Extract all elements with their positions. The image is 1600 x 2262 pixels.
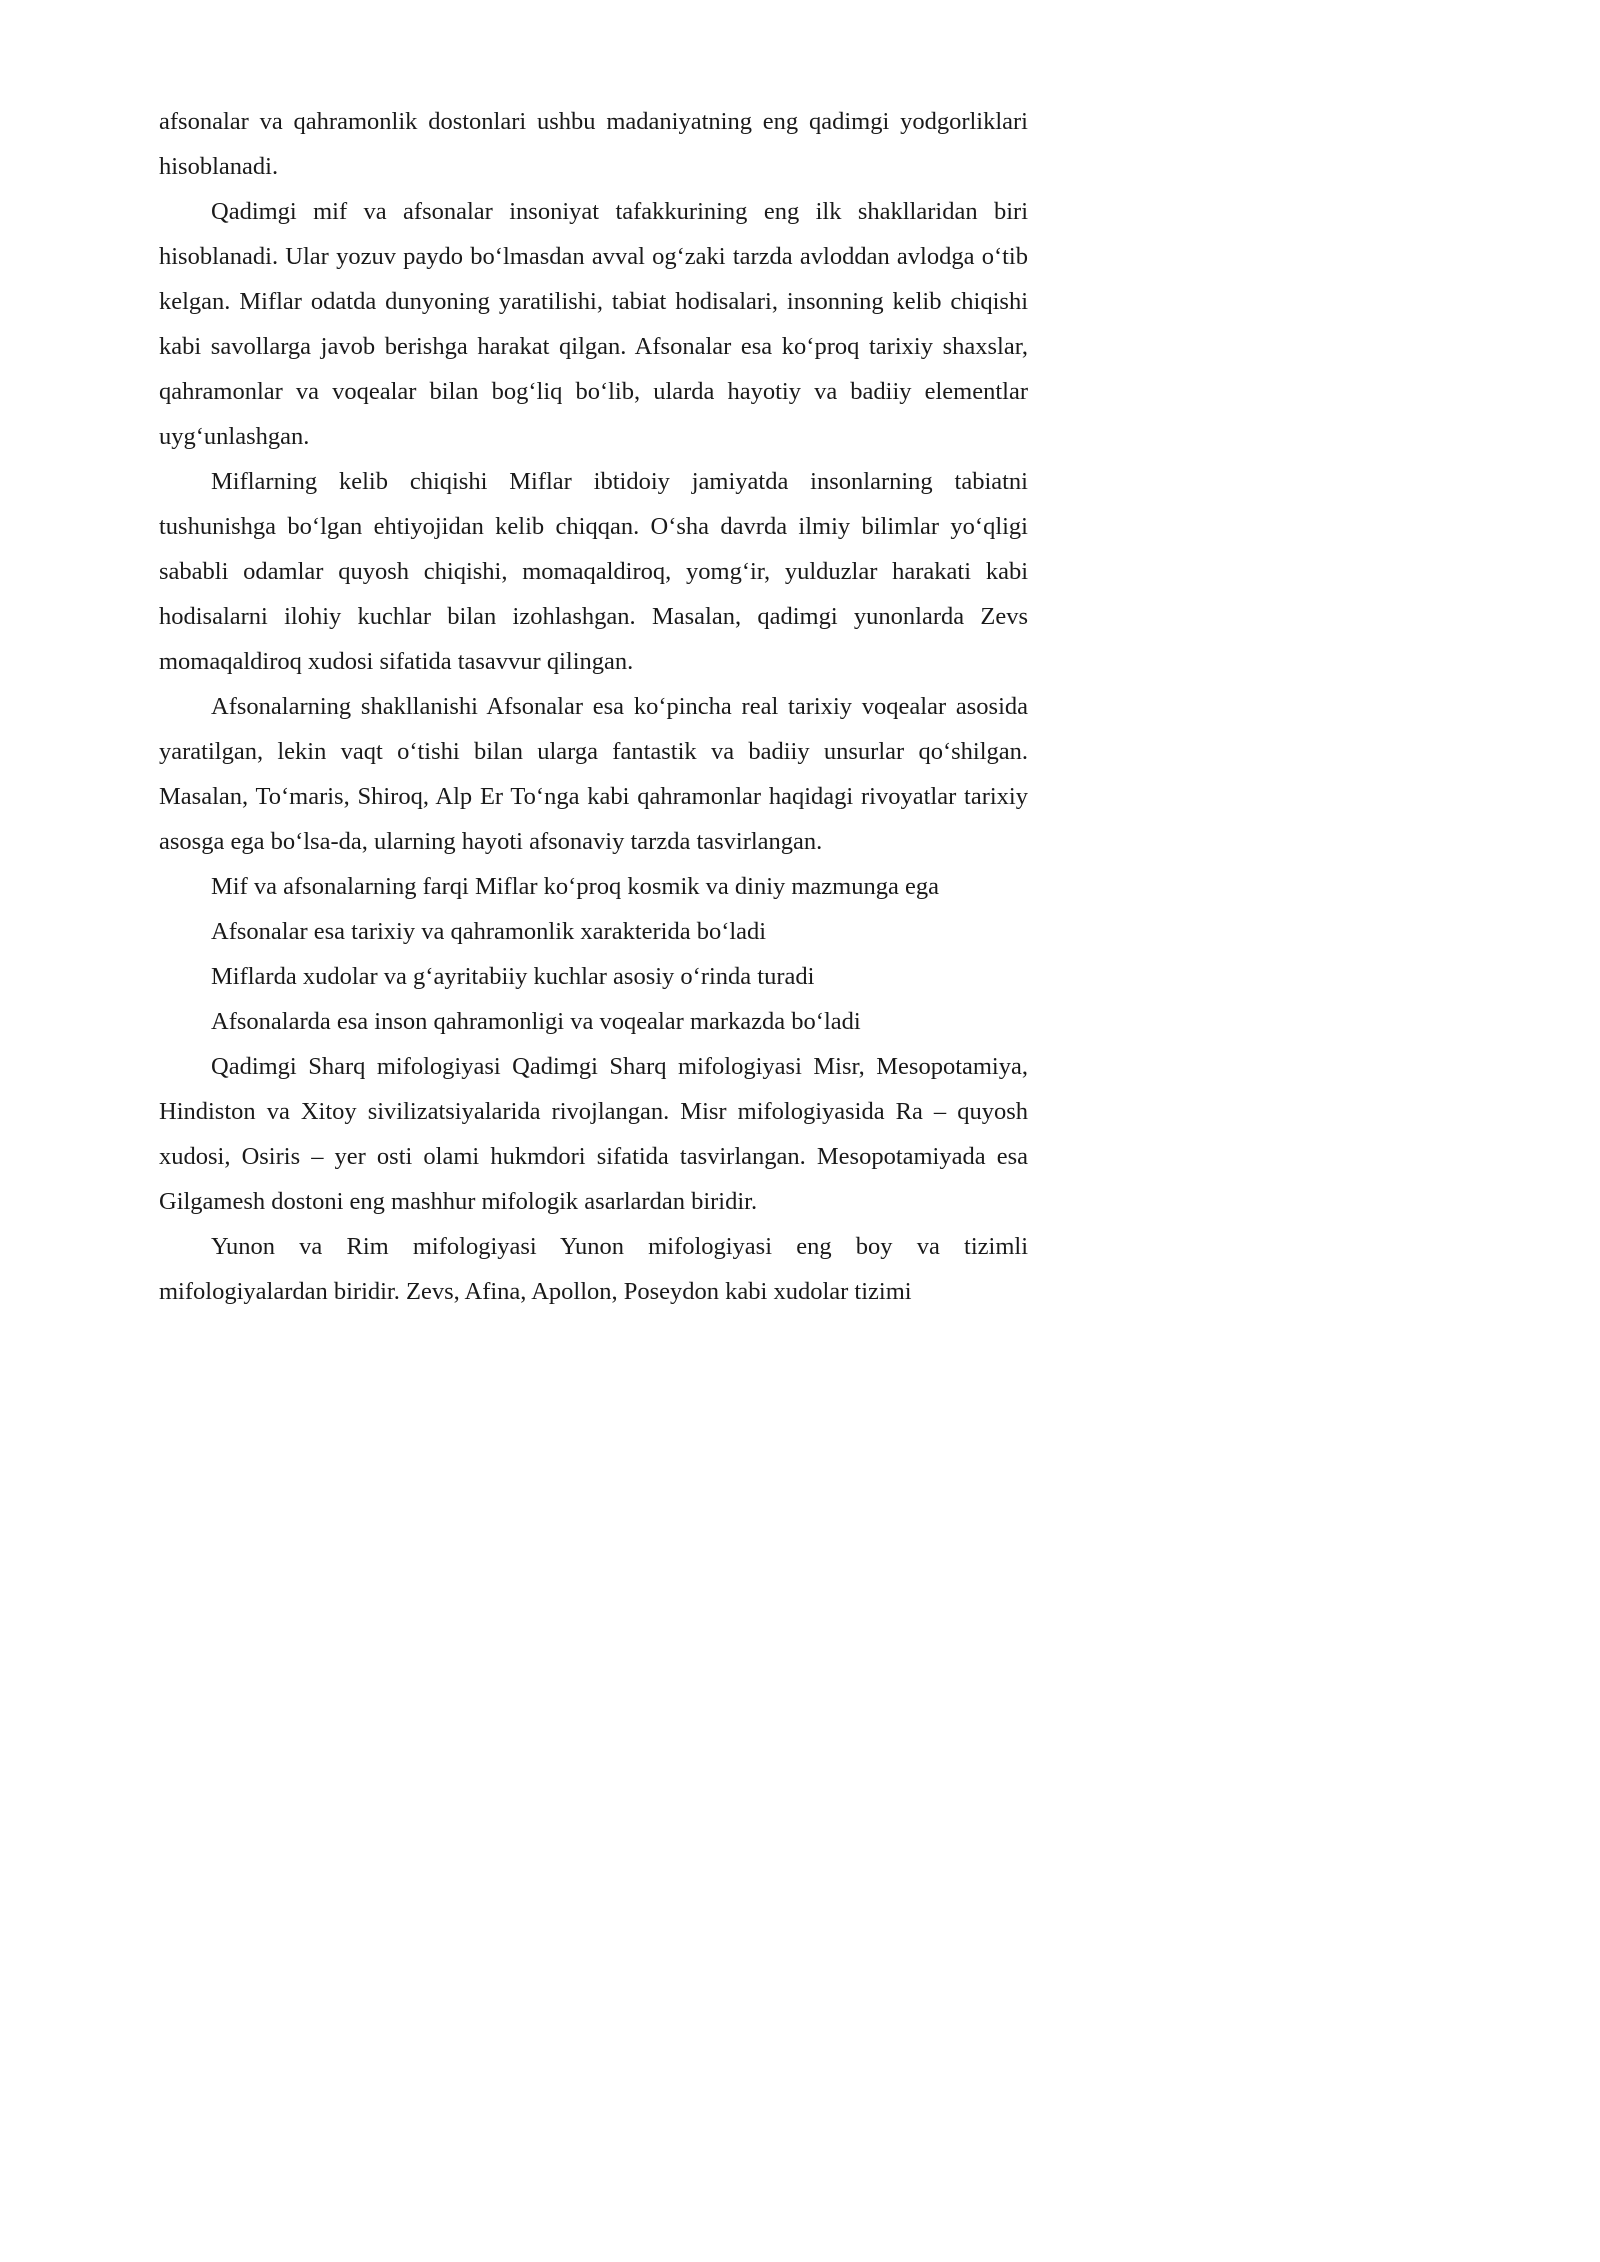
paragraph-greek-roman-mythology: Yunon va Rim mifologiyasi Yunon mifologiyasi eng boy va tizimli mifologiyalardan biridir. Zevs, Afina, Apollon, Poseydon kabi xudolar tizimi — [159, 1233, 1028, 1305]
paragraph-formation-of-legends: Afsonalarning shakllanishi Afsonalar esa ko‘pincha real tarixiy voqealar asosida yaratilgan, lekin vaqt o‘tishi bilan ularga fantastik va badiiy unsurlar qo‘shilgan. Masalan, To‘maris, Shiroq, Alp Er To‘nga kabi qahramonlar haqidagi rivoyatlar tarixiy asosga ega bo‘lsa-da, ularning hayoti afsonaviy tarzda tasvirlangan. — [159, 693, 1028, 855]
document-page — [0, 0, 1104, 1561]
paragraph-continuation: afsonalar va qahramonlik dostonlari ushbu madaniyatning eng qadimgi yodgorliklari hisoblanadi. — [159, 108, 1028, 180]
paragraph-difference-line-4: Afsonalarda esa inson qahramonligi va voqealar markazda bo‘ladi — [211, 1008, 861, 1035]
paragraph-origin-of-myths: Miflarning kelib chiqishi Miflar ibtidoiy jamiyatda insonlarning tabiatni tushunishga bo‘lgan ehtiyojidan kelib chiqqan. O‘sha davrda ilmiy bilimlar yo‘qligi sababli odamlar quyosh chiqishi, momaqaldiroq, yomg‘ir, yulduzlar harakati kabi hodisalarni ilohiy kuchlar bilan izohlashgan. Masalan, qadimgi yunonlarda Zevs momaqaldiroq xudosi sifatida tasavvur qilingan. — [159, 468, 1028, 675]
paragraph-eastern-mythology: Qadimgi Sharq mifologiyasi Qadimgi Sharq mifologiyasi Misr, Mesopotamiya, Hindiston va Xitoy sivilizatsiyalarida rivojlangan. Misr mifologiyasida Ra – quyosh xudosi, Osiris – yer osti olami hukmdori sifatida tasvirlangan. Mesopotamiyada esa Gilgamesh dostoni eng mashhur mifologik asarlardan biridir. — [159, 1053, 1028, 1215]
paragraph-difference-line-3: Miflarda xudolar va g‘ayritabiiy kuchlar asosiy o‘rinda turadi — [211, 963, 815, 990]
paragraph-difference-line-1: Mif va afsonalarning farqi Miflar ko‘proq kosmik va diniy mazmunga ega — [211, 873, 939, 900]
paragraph-myths-legends-intro: Qadimgi mif va afsonalar insoniyat tafakkurining eng ilk shakllaridan biri hisoblanadi. Ular yozuv paydo bo‘lmasdan avval og‘zaki tarzda avloddan avlodga o‘tib kelgan. Miflar odatda dunyoning yaratilishi, tabiat hodisalari, insonning kelib chiqishi kabi savollarga javob berishga harakat qilgan. Afsonalar esa ko‘proq tarixiy shaxslar, qahramonlar va voqealar bilan bog‘liq bo‘lib, ularda hayotiy va badiiy elementlar uyg‘unlashgan. — [159, 198, 1028, 450]
paragraph-difference-line-2: Afsonalar esa tarixiy va qahramonlik xarakterida bo‘ladi — [211, 918, 767, 945]
document-body — [159, 99, 1028, 1314]
